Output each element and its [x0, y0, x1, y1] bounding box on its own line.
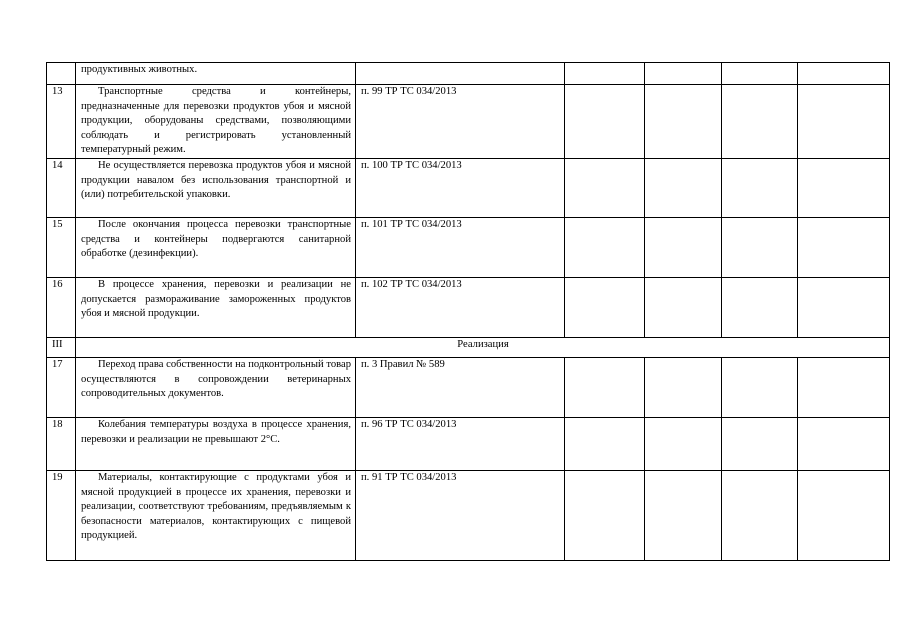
table-row: [47, 358, 890, 418]
answer-cell-yes: [565, 358, 645, 418]
requirement-text: Материалы, контактирующие с продуктами убоя и мясной продукцией в процессе их хранения, перевозки и реализации, соответствуют требованиям, предъявляемым к безопасности материалов, контактирующих с пищевой продукцией.: [76, 471, 356, 561]
notes-cell: [798, 218, 890, 278]
table-row: [47, 218, 890, 278]
answer-cell-yes: [565, 418, 645, 471]
answer-cell-no: [645, 63, 722, 85]
answer-cell-na: [722, 63, 798, 85]
answer-cell-no: [645, 471, 722, 561]
table-row: [47, 418, 890, 471]
answer-cell-yes: [565, 159, 645, 218]
notes-cell: [798, 418, 890, 471]
requirement-text: В процессе хранения, перевозки и реализации не допускается размораживание замороженных продуктов убоя и мясной продукции.: [76, 278, 356, 338]
answer-cell-na: [722, 278, 798, 338]
answer-cell-no: [645, 159, 722, 218]
requirement-text: Переход права собственности на подконтрольный товар осуществляются в сопровождении ветеринарных сопроводительных документов.: [76, 358, 356, 418]
answer-cell-na: [722, 358, 798, 418]
answer-cell-yes: [565, 63, 645, 85]
row-number: 17: [47, 358, 76, 418]
section-title: Реализация: [76, 338, 890, 358]
answer-cell-no: [645, 418, 722, 471]
requirement-text: продуктивных животных.: [76, 63, 356, 85]
answer-cell-yes: [565, 85, 645, 159]
requirement-text: Колебания температуры воздуха в процессе хранения, перевозки и реализации не превышают 2°С.: [76, 418, 356, 471]
notes-cell: [798, 63, 890, 85]
table-row: [47, 278, 890, 338]
checklist-table: [46, 62, 890, 561]
notes-cell: [798, 358, 890, 418]
table-row: [47, 471, 890, 561]
section-number: III: [47, 338, 76, 358]
answer-cell-yes: [565, 278, 645, 338]
table-row: [47, 63, 890, 85]
table-row: [47, 159, 890, 218]
row-number: 16: [47, 278, 76, 338]
answer-cell-na: [722, 159, 798, 218]
table-row: [47, 85, 890, 159]
requirement-text: Не осуществляется перевозка продуктов убоя и мясной продукции навалом без использования транспортной и (или) потребительской упаковки.: [76, 159, 356, 218]
row-number: 13: [47, 85, 76, 159]
row-number: 19: [47, 471, 76, 561]
answer-cell-na: [722, 218, 798, 278]
regulation-reference: п. 102 ТР ТС 034/2013: [356, 278, 565, 338]
answer-cell-yes: [565, 218, 645, 278]
answer-cell-na: [722, 471, 798, 561]
section-row: [47, 338, 890, 358]
answer-cell-no: [645, 278, 722, 338]
regulation-reference: п. 3 Правил № 589: [356, 358, 565, 418]
row-number: 18: [47, 418, 76, 471]
row-number: 14: [47, 159, 76, 218]
row-number: 15: [47, 218, 76, 278]
requirement-text: Транспортные средства и контейнеры, предназначенные для перевозки продуктов убоя и мясной продукции, оборудованы средствами, позволяющими соблюдать и регистрировать установленный температурный режим.: [76, 85, 356, 159]
notes-cell: [798, 471, 890, 561]
answer-cell-na: [722, 85, 798, 159]
regulation-reference: п. 101 ТР ТС 034/2013: [356, 218, 565, 278]
notes-cell: [798, 85, 890, 159]
answer-cell-na: [722, 418, 798, 471]
notes-cell: [798, 278, 890, 338]
regulation-reference: п. 96 ТР ТС 034/2013: [356, 418, 565, 471]
answer-cell-no: [645, 218, 722, 278]
notes-cell: [798, 159, 890, 218]
requirement-text: После окончания процесса перевозки транспортные средства и контейнеры подвергаются санитарной обработке (дезинфекции).: [76, 218, 356, 278]
regulation-reference: п. 100 ТР ТС 034/2013: [356, 159, 565, 218]
answer-cell-no: [645, 85, 722, 159]
regulation-reference: п. 99 ТР ТС 034/2013: [356, 85, 565, 159]
answer-cell-no: [645, 358, 722, 418]
regulation-reference: [356, 63, 565, 85]
row-number: [47, 63, 76, 85]
regulation-reference: п. 91 ТР ТС 034/2013: [356, 471, 565, 561]
answer-cell-yes: [565, 471, 645, 561]
